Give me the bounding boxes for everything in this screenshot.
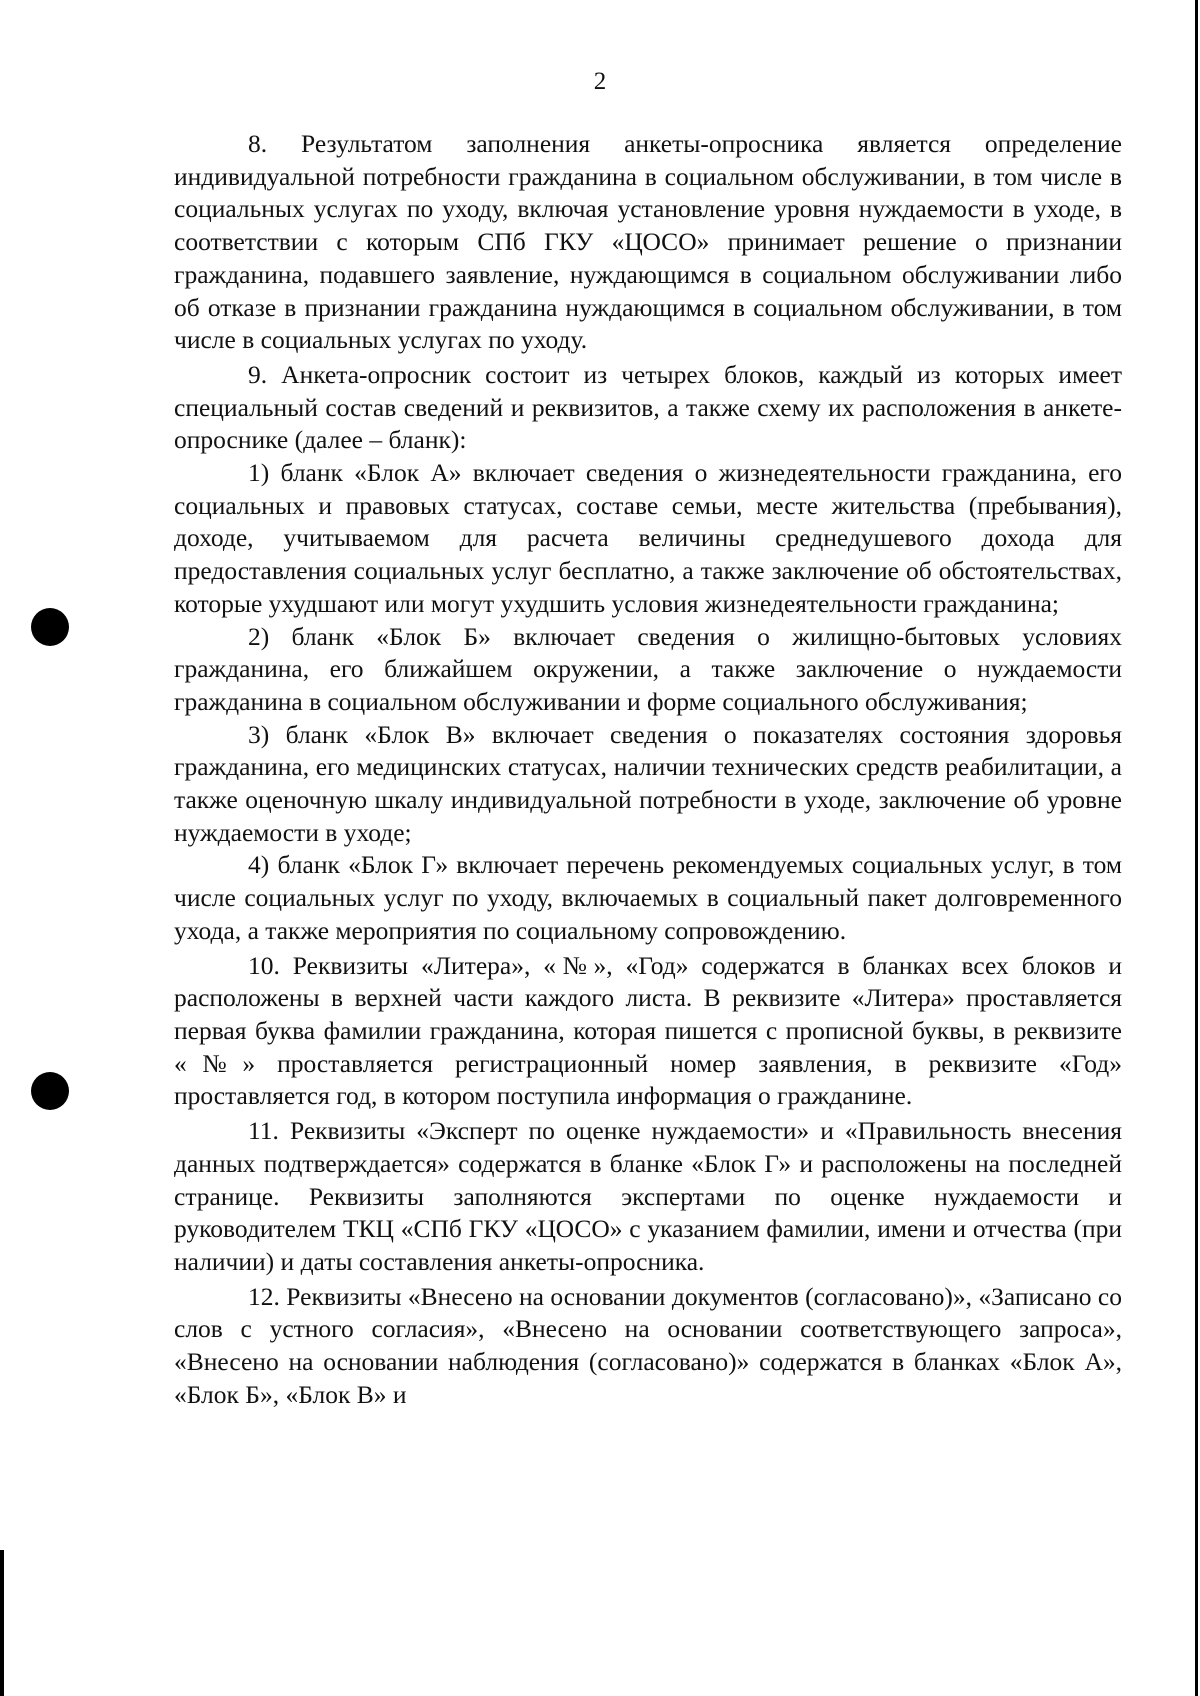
page-number: 2 [593,68,607,95]
punch-hole-mark [31,608,69,646]
paragraph-9-item-1: 1) бланк «Блок А» включает сведения о жизнедеятельности гражданина, его социальных и правовых статусах, составе семьи, месте жительства (пребывания), доходе, учитываемом для расчета величины среднедушевого дохода для предоставления социальных услуг бесплатно, а также заключение об обстоятельствах, которые ухудшают или могут ухудшить условия жизнедеятельности гражданина; [174,458,1122,618]
paragraph-8: 8. Результатом заполнения анкеты-опросника является определение индивидуальной потребности гражданина в социальном обслуживании, в том числе в социальных услугах по уходу, включая установление уровня нуждаемости в уходе, в соответствии с которым СПб ГКУ «ЦОСО» принимает решение о признании гражданина, подавшего заявление, нуждающимся в социальном обслуживании либо об отказе в признании гражданина нуждающимся в социальном обслуживании, в том числе в социальных услугах по уходу. [174,129,1122,355]
punch-hole-mark [31,1072,69,1110]
paragraph-11: 11. Реквизиты «Эксперт по оценке нуждаемости» и «Правильность внесения данных подтверждается» содержатся в бланке «Блок Г» и расположены на последней странице. Реквизиты заполняются экспертами по оценке нуждаемости и руководителем ТКЦ «СПб ГКУ «ЦОСО» с указанием фамилии, имени и отчества (при наличии) и даты составления анкеты-опросника. [174,1116,1122,1276]
paragraph-10: 10. Реквизиты «Литера», «№», «Год» содержатся в бланках всех блоков и расположены в верхней части каждого листа. В реквизите «Литера» проставляется первая буква фамилии гражданина, которая пишется с прописной буквы, в реквизите «№» проставляется регистрационный номер заявления, в реквизите «Год» проставляется год, в котором поступила информация о гражданине. [174,950,1122,1111]
paragraph-9: 9. Анкета-опросник состоит из четырех блоков, каждый из которых имеет специальный состав сведений и реквизитов, а также схему их расположения в анкете-опроснике (далее – бланк): [174,359,1122,455]
paragraph-9-item-3: 3) бланк «Блок В» включает сведения о показателях состояния здоровья гражданина, его медицинских статусах, наличии технических средств реабилитации, а также оценочную шкалу индивидуальной потребности в уходе, заключение об уровне нуждаемости в уходе; [174,719,1122,847]
document-body [174,128,1122,1411]
paragraph-9-item-2: 2) бланк «Блок Б» включает сведения о жилищно-бытовых условиях гражданина, его ближайшем окружении, а также заключение о нуждаемости гражданина в социальном обслуживании и форме социального обслуживания; [174,621,1122,716]
paragraph-12: 12. Реквизиты «Внесено на основании документов (согласовано)», «Записано со слов с устного согласия», «Внесено на основании соответствующего запроса», «Внесено на основании наблюдения (согласовано)» содержатся в бланках «Блок А», «Блок Б», «Блок В» и [174,1281,1122,1409]
scan-edge-line [0,1550,4,1696]
paragraph-9-item-4: 4) бланк «Блок Г» включает перечень рекомендуемых социальных услуг, в том числе социальных услуг по уходу, включаемых в социальный пакет долговременного ухода, а также мероприятия по социальному сопровождению. [174,850,1122,945]
scan-edge-line [1195,0,1198,1696]
